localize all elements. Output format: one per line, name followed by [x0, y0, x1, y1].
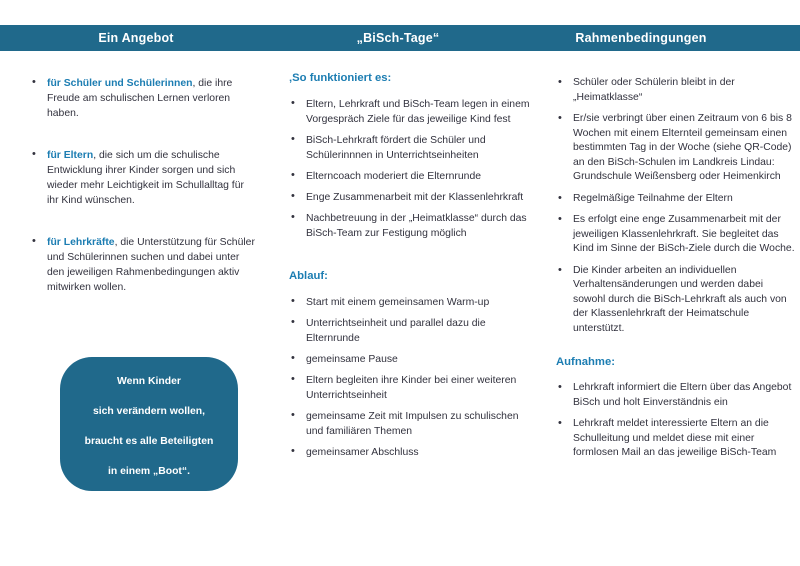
- column-rahmenbedingungen: [556, 76, 796, 468]
- quote-line: braucht es alle Beteiligten: [84, 436, 214, 447]
- audience-item: [30, 148, 256, 208]
- section-heading-so-funktioniert-es: ‚So funktioniert es:: [289, 72, 392, 84]
- column-title-ein-angebot: Ein Angebot: [98, 31, 174, 45]
- audience-rest: , die sich um die schulische Entwicklung ihrer Kinder sorgen und sich wieder mehr Leichtigkeit im Schullalltag für ihr Kind wünschen.: [47, 150, 244, 206]
- section-heading-aufnahme: Aufnahme:: [556, 356, 615, 368]
- header-band: [0, 25, 800, 51]
- list-item: • Lehrkraft meldet interessierte Eltern an die Schulleitung und meldet diese mit einer formlosen Mail an das jeweilige BiSch-Team: [556, 417, 796, 461]
- list-item: • Eltern, Lehrkraft und BiSch-Team legen in einem Vorgespräch Ziele für das jeweilige Kind fest: [289, 97, 530, 127]
- column-bisch-tage: [289, 71, 530, 466]
- list-item: • Die Kinder arbeiten an individuellen Verhaltensänderungen und werden dabei sowohl durch die BiSch-Lehrkraft als auch von der Klassenlehrkraft der Heimatschule unterstützt.: [556, 264, 796, 337]
- section-heading-ablauf: Ablauf:: [289, 270, 328, 282]
- quote-line: sich verändern wollen,: [92, 406, 206, 417]
- column-title-rahmenbedingungen: Rahmenbedingungen: [575, 31, 707, 45]
- audience-item: [30, 76, 256, 121]
- list-item: • gemeinsamer Abschluss: [289, 445, 530, 460]
- list-item: • gemeinsame Pause: [289, 352, 530, 367]
- audience-rest: , die ihre Freude am schulischen Lernen verloren haben.: [47, 78, 233, 119]
- column-ein-angebot: [30, 76, 256, 322]
- section-ablauf: [289, 269, 530, 460]
- list-item: • Eltern begleiten ihre Kinder bei einer weiteren Unterrichtseinheit: [289, 373, 530, 403]
- list-item: • Unterrichtseinheit und parallel dazu die Elternrunde: [289, 316, 530, 346]
- audience-lead: für Lehrkräfte: [47, 237, 115, 248]
- audience-list: [30, 76, 256, 295]
- section-so-funktioniert-es: [289, 71, 530, 241]
- list-item: • Regelmäßige Teilnahme der Eltern: [556, 192, 796, 207]
- column-title-bisch-tage: „BiSch-Tage“: [356, 31, 440, 45]
- list-item: • Nachbetreuung in der „Heimatklasse“ durch das BiSch-Team zur Festigung möglich: [289, 211, 530, 241]
- list-item: • Schüler oder Schülerin bleibt in der „Heimatklasse“: [556, 76, 796, 105]
- audience-lead: für Schüler und Schülerinnen: [47, 78, 193, 89]
- aufnahme-list: [556, 381, 796, 461]
- audience-item: [30, 235, 256, 295]
- list-item: • Er/sie verbringt über einen Zeitraum von 6 bis 8 Wochen mit einem Elternteil gemeinsam einen bestimmten Tag in der Woche (siehe QR-Code) an den BiSch-Schulen im Landkreis Lindau: Grundschule Weißensberg oder Heimenkirch: [556, 112, 796, 185]
- audience-lead: für Eltern: [47, 150, 94, 161]
- list-item: • Lehrkraft informiert die Eltern über das Angebot BiSch und holt Einverständnis ein: [556, 381, 796, 410]
- list-item: • Enge Zusammenarbeit mit der Klassenlehrkraft: [289, 190, 530, 205]
- section-aufnahme: [556, 355, 796, 461]
- list-item: • Elterncoach moderiert die Elternrunde: [289, 169, 530, 184]
- list-item: • BiSch-Lehrkraft fördert die Schüler und Schülerinnnen in Unterrichtseinheiten: [289, 133, 530, 163]
- so-funktioniert-list: [289, 97, 530, 241]
- quote-box: [60, 357, 238, 491]
- list-item: • Start mit einem gemeinsamen Warm-up: [289, 295, 530, 310]
- audience-rest: , die Unterstützung für Schüler und Schülerinnen suchen und dabei unter den jeweiligen Rahmenbedingungen aktiv mitwirken wollen.: [47, 237, 255, 293]
- quote-line: Wenn Kinder: [117, 376, 181, 387]
- list-item: • gemeinsame Zeit mit Impulsen zu schulischen und familiären Themen: [289, 409, 530, 439]
- list-item: • Es erfolgt eine enge Zusammenarbeit mit der jeweiligen Klassenlehrkraft. Sie begleitet das Kind im Sinne der BiSch-Ziele durch die Woche.: [556, 213, 796, 257]
- quote-line: in einem „Boot“.: [108, 466, 190, 477]
- rahmenbedingungen-list: [556, 76, 796, 336]
- ablauf-list: [289, 295, 530, 460]
